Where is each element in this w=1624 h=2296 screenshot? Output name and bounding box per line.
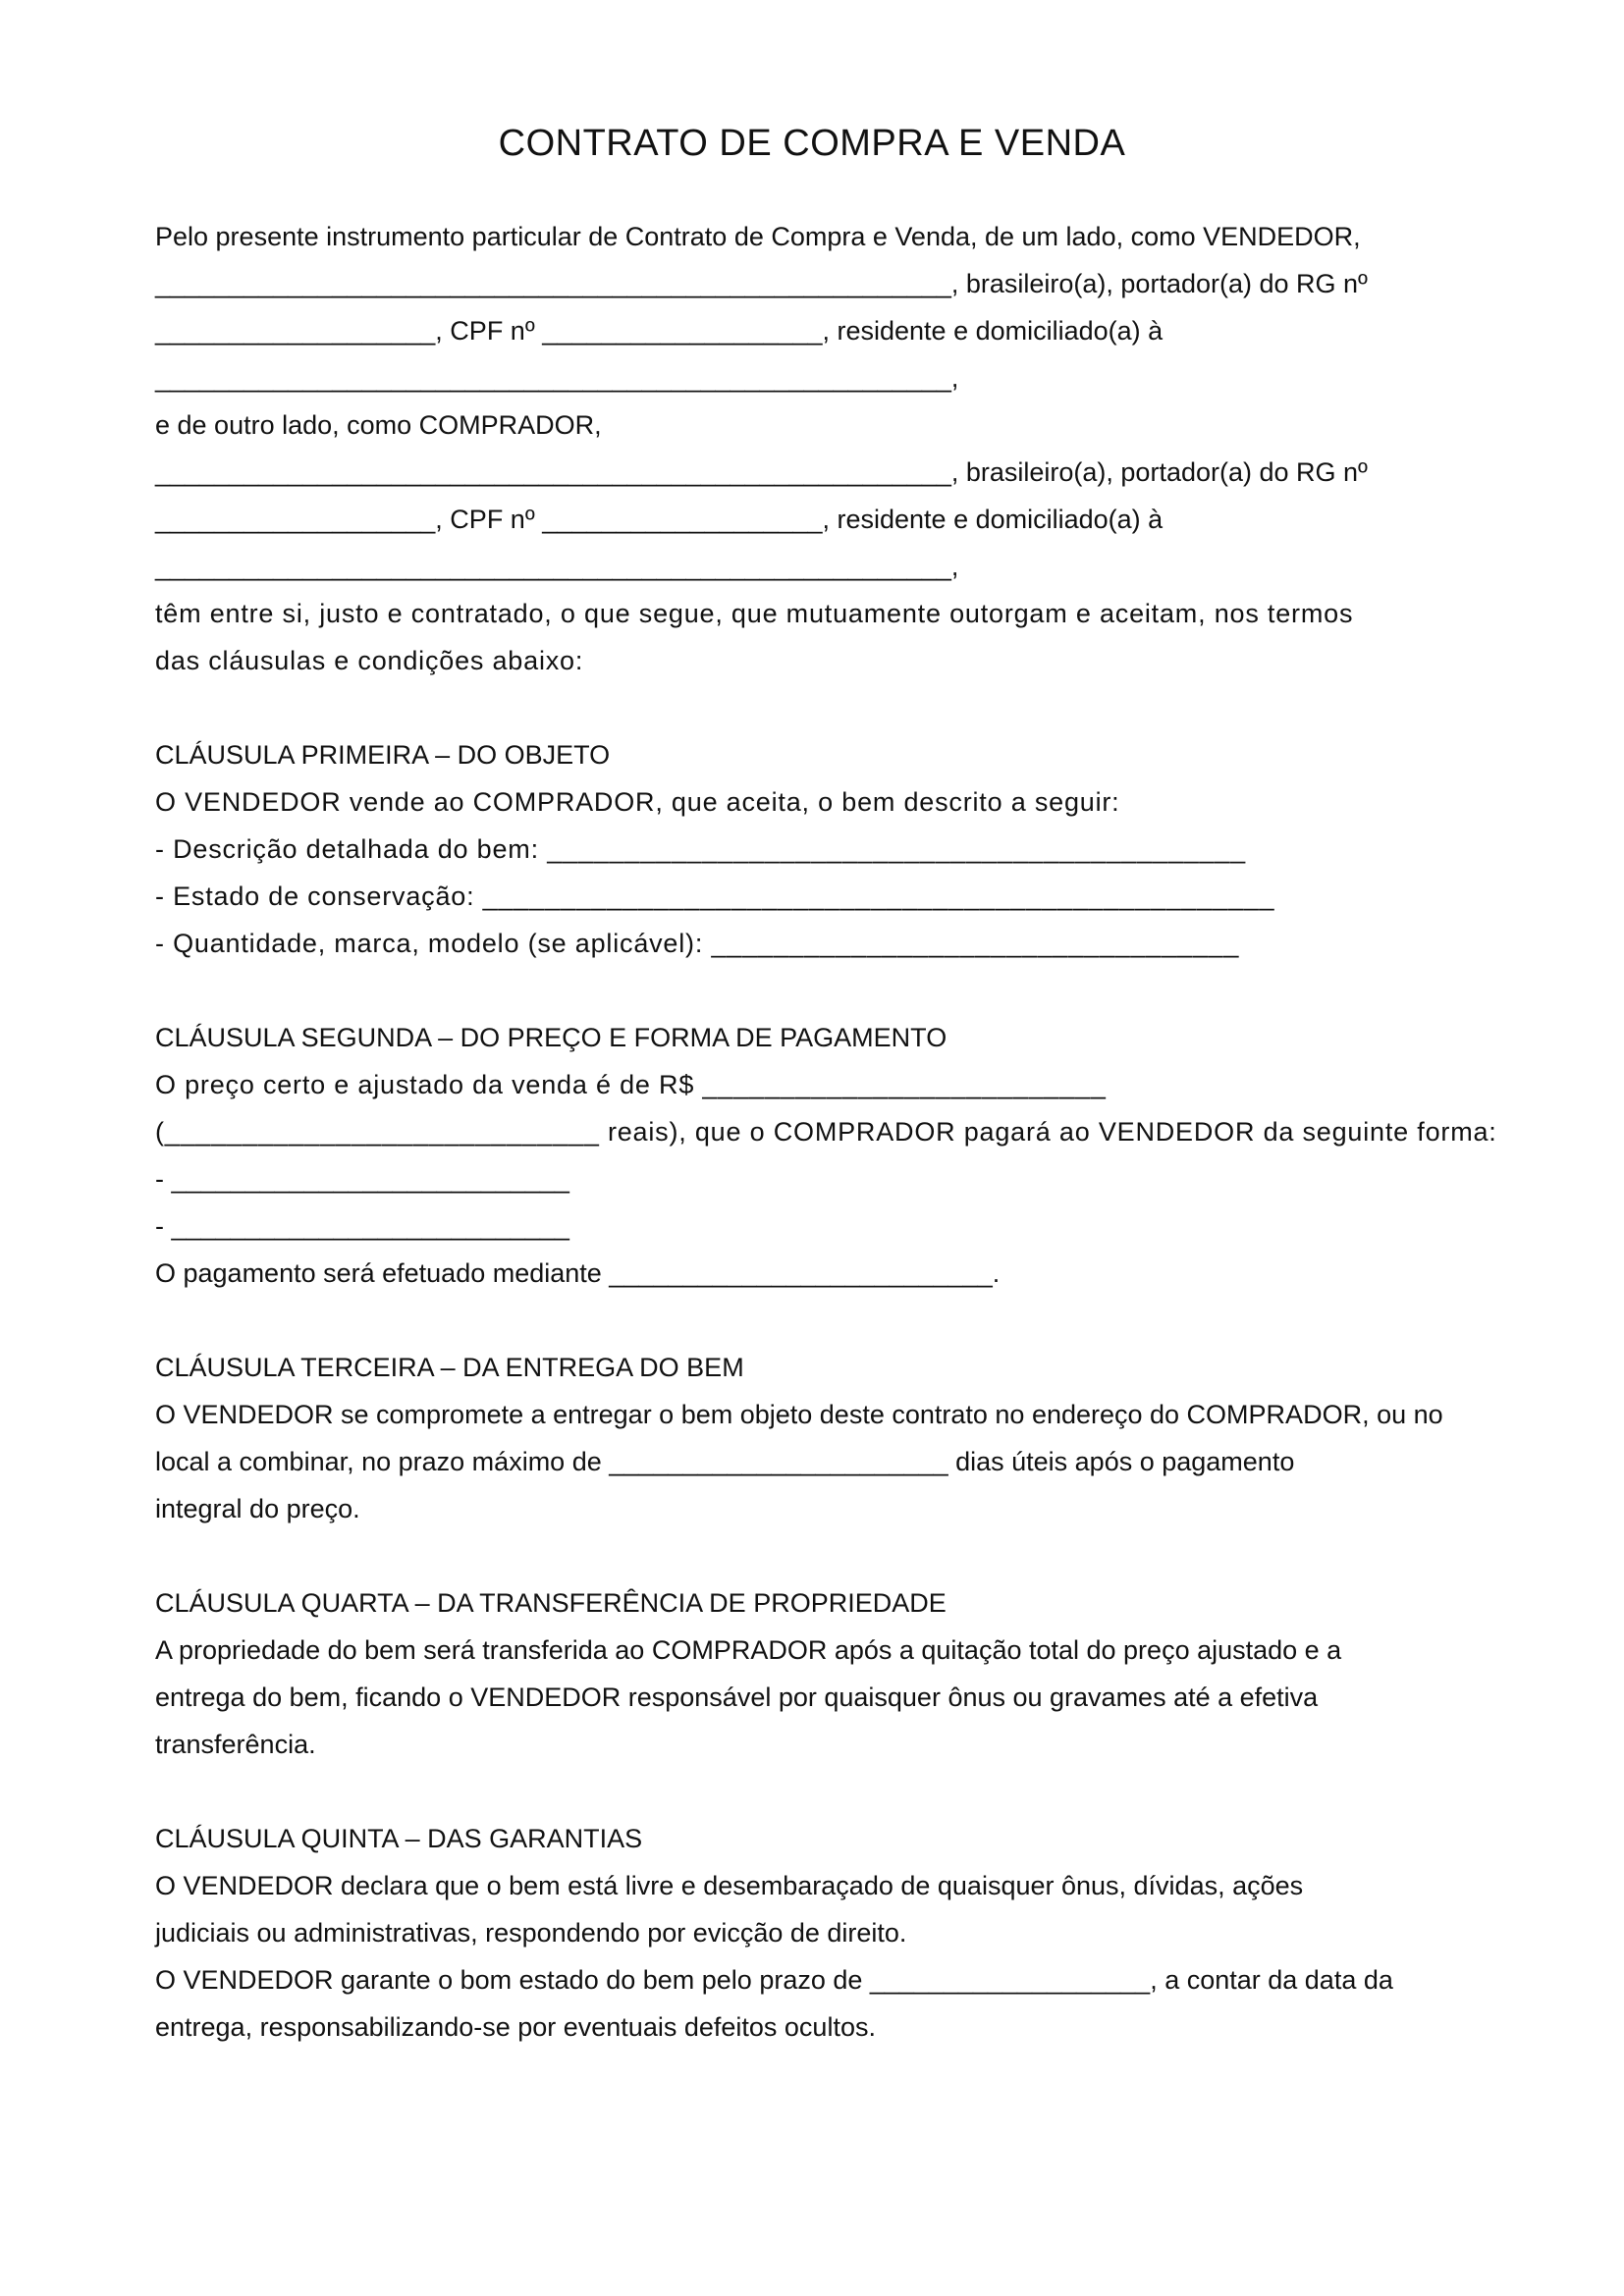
clause-4-text: entrega do bem, ficando o VENDEDOR responsável por quaisquer ônus ou gravames até a efetiva xyxy=(155,1682,1319,1712)
buyer-name-rg-line: ______________________________________________________, brasileiro(a), portador(a) do RG nº xyxy=(155,457,1368,487)
seller-rg-cpf-line: ___________________, CPF nº ___________________, residente e domiciliado(a) à xyxy=(155,316,1164,346)
clause-1-heading: CLÁUSULA PRIMEIRA – DO OBJETO xyxy=(155,740,611,770)
item-description-line: - Descrição detalhada do bem: _____________________________________________ xyxy=(155,834,1246,864)
buyer-intro-line: e de outro lado, como COMPRADOR, xyxy=(155,410,602,440)
item-condition-line: - Estado de conservação: ___________________________________________________ xyxy=(155,881,1275,911)
seller-address-line: ______________________________________________________, xyxy=(155,363,959,393)
clause-5-text: O VENDEDOR garante o bom estado do bem pelo prazo de ___________________, a contar da data da xyxy=(155,1965,1393,1995)
buyer-address-line: ______________________________________________________, xyxy=(155,552,959,581)
clause-3-heading: CLÁUSULA TERCEIRA – DA ENTREGA DO BEM xyxy=(155,1353,744,1382)
clause-5-heading: CLÁUSULA QUINTA – DAS GARANTIAS xyxy=(155,1824,643,1853)
payment-item-line: - ___________________________ xyxy=(155,1164,569,1194)
price-line: O preço certo e ajustado da venda é de R$ __________________________ xyxy=(155,1070,1107,1099)
clause-4-heading: CLÁUSULA QUARTA – DA TRANSFERÊNCIA DE PROPRIEDADE xyxy=(155,1588,947,1618)
intro-line: Pelo presente instrumento particular de Contrato de Compra e Venda, de um lado, como VENDEDOR, xyxy=(155,222,1361,251)
seller-name-rg-line: ______________________________________________________, brasileiro(a), portador(a) do RG nº xyxy=(155,269,1368,298)
payment-item-line: - ___________________________ xyxy=(155,1211,569,1241)
clause-4-text: A propriedade do bem será transferida ao COMPRADOR após a quitação total do preço ajustado e a xyxy=(155,1635,1342,1665)
buyer-rg-cpf-line: ___________________, CPF nº ___________________, residente e domiciliado(a) à xyxy=(155,505,1164,534)
clause-5-text: entrega, responsabilizando-se por eventuais defeitos ocultos. xyxy=(155,2012,876,2042)
item-quantity-line: - Quantidade, marca, modelo (se aplicável): __________________________________ xyxy=(155,929,1240,958)
clause-1-text: O VENDEDOR vende ao COMPRADOR, que aceita, o bem descrito a seguir: xyxy=(155,787,1120,817)
clause-4-text: transferência. xyxy=(155,1730,316,1759)
clause-2-heading: CLÁUSULA SEGUNDA – DO PREÇO E FORMA DE PAGAMENTO xyxy=(155,1023,947,1052)
intro-agreement-line: têm entre si, justo e contratado, o que segue, que mutuamente outorgam e aceitam, nos termos xyxy=(155,599,1354,628)
price-words-line: (____________________________ reais), que o COMPRADOR pagará ao VENDEDOR da seguinte forma: xyxy=(155,1117,1497,1147)
clause-3-text: integral do preço. xyxy=(155,1494,360,1523)
intro-agreement-line: das cláusulas e condições abaixo: xyxy=(155,646,584,675)
document-title: CONTRATO DE COMPRA E VENDA xyxy=(498,123,1126,164)
clause-5-text: judiciais ou administrativas, respondendo por evicção de direito. xyxy=(155,1918,907,1948)
clause-3-text: local a combinar, no prazo máximo de _______________________ dias úteis após o pagamento xyxy=(155,1447,1295,1476)
payment-method-line: O pagamento será efetuado mediante __________________________. xyxy=(155,1258,1001,1288)
clause-5-text: O VENDEDOR declara que o bem está livre e desembaraçado de quaisquer ônus, dívidas, ações xyxy=(155,1871,1304,1900)
clause-3-text: O VENDEDOR se compromete a entregar o bem objeto deste contrato no endereço do COMPRADOR, ou no xyxy=(155,1400,1443,1429)
